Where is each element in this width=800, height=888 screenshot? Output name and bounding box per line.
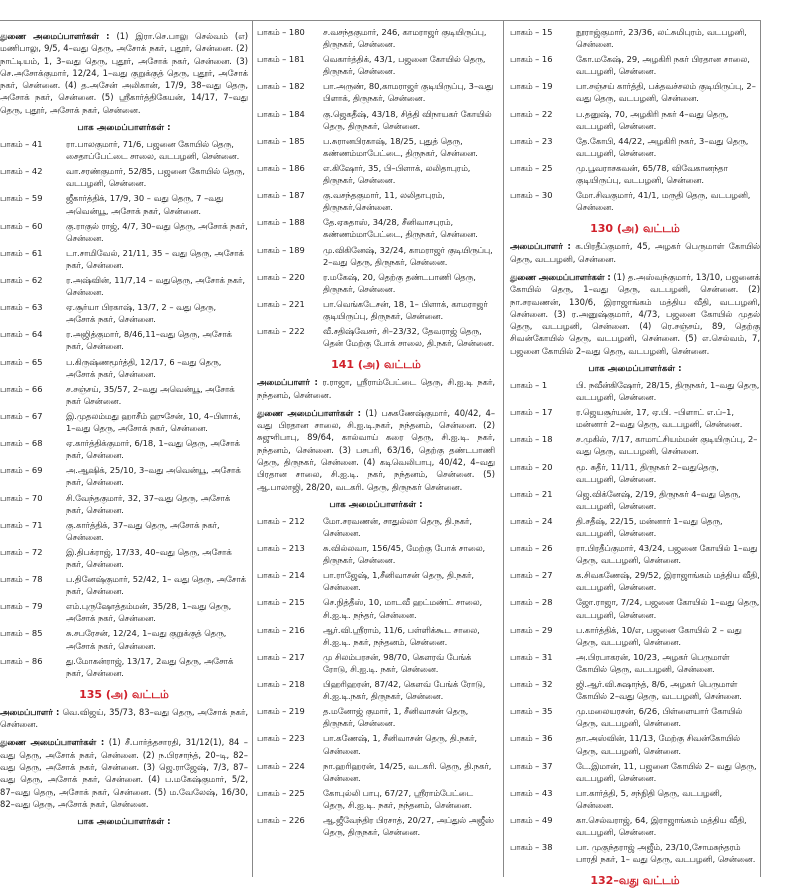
list-item	[510, 406, 760, 430]
list-item	[0, 165, 248, 189]
list-item	[0, 437, 248, 461]
part-number: பாகம் – 213	[257, 543, 305, 554]
member-address: க.சிவகணேஷ், 29/52, இராஜாங்கம் மத்திய வீதி, வடபழனி, சென்னை.	[576, 570, 760, 593]
member-address: கு.ராகுல் ராஜ், 4/7, 30–வது தெரு, அசோக் நகர், சென்னை.	[66, 220, 248, 243]
organiser	[257, 376, 495, 401]
member-address: ஆ.ஜீவேந்திர பிரசாத், 20/27, அப்துல் அஜீஸ் தெரு, திருநகர், சென்னை.	[323, 814, 494, 838]
part-number: பாகம் – 25	[510, 162, 553, 173]
list-item	[510, 596, 760, 620]
member-address: எம்.புருஷோத்தம்மன், 35/28, 1–வது தெரு, அசோக் நகர், சென்னை.	[66, 601, 232, 624]
list-item	[510, 787, 760, 811]
member-address: வா.சரண்குமார், 52/85, பஜனை கோயில் தெரு, வடபழனி, சென்னை.	[66, 166, 245, 189]
part-number: பாகம் – 65	[0, 356, 43, 367]
member-address: பா.ராஜேஷ், 1,சீனிவாசன் தெரு, தி.நகர், சென்னை.	[323, 570, 474, 593]
list-item	[257, 53, 495, 77]
member-address: ப.கார்த்திக், 10/எ, பஜனை கோயில் 2 – வது தெரு, வடபழனி, சென்னை.	[576, 624, 742, 647]
part-number: பாகம் – 79	[0, 601, 43, 612]
list-item	[257, 515, 495, 539]
deputy-organisers-text: (1) பசுகணேஷ்குமார், 40/42, 4–வது பிரதான சாலை, சி.ஐ.டி.நகர், நந்தனம், சென்னை. (2) சுஜுரிபாபு, 89/64, கால்வாய் கரை தெரு, சி.ஐ.டி. நகர், நந்தனம், சென்னை. (3) பசபரி, 63/16, தெற்கு தண்டபாணி தெரு, திருநகர், சென்னை. (4) கடிவெலிபாபு, 40/42, 4–வது பிரதான சாலை, சி.ஐ.டி. நகர், நந்தனம், சென்னை. (5) ஆ.பாலாஜி, 28/20, வடகரி. தெரு, திருநகர் சென்னை.	[257, 407, 496, 492]
member-address: த.மனோஜ் குமார், 1, சீனிவாசன் தெரு, திருநகர், சென்னை.	[323, 706, 469, 729]
part-number: பாகம் – 30	[510, 190, 553, 201]
list-item	[257, 189, 495, 213]
part-number: பாகம் – 218	[257, 679, 305, 690]
organiser	[0, 706, 248, 731]
list-item	[257, 678, 495, 702]
part-number: பாகம் – 186	[257, 162, 305, 173]
part-number: பாகம் – 184	[257, 108, 305, 119]
part-number: பாகம் – 23	[510, 135, 553, 146]
ward-heading: 135 (அ) வட்டம்	[79, 687, 169, 701]
part-number: பாகம் – 61	[0, 247, 43, 258]
part-number: பாகம் – 27	[510, 570, 553, 581]
member-address: தி.சதீஷ், 22/15, மன்னார் 1–வது தெரு, வடபழனி, சென்னை.	[576, 515, 723, 539]
deputy-organisers-label: துணை அமைப்பாளர்கள் :	[510, 271, 611, 282]
part-number: பாகம் – 64	[0, 329, 43, 340]
list-item	[257, 569, 495, 593]
deputy-organisers-text: (1) சீ.பார்த்தசாரதி, 31/12(1), 84 – வது தெரு, அசோக் நகர், சென்னை. (2) ந.பிரசாந்த், 20–டி, 82–வது தெரு, அசோக் நகர், சென்னை. (3) ஜெ.ராஜேஷ், 7/3, 87–வது தெரு, அசோக் நகர், சென்னை. (4) ப.மகேஷ்குமார், 5/2, 87–வது தெரு, அசோக் நகர், சென்னை. (5) ம.வேலேஷ், 16/30, 82–வது தெரு, அசோக் நகர், சென்னை.	[0, 737, 248, 809]
part-number: பாகம் – 26	[510, 543, 553, 554]
list-item	[510, 732, 760, 756]
member-address: ஜோ.ராஜா, 7/24, பஜனை கோயில் 1–வது தெரு, வடபழனி, சென்னை.	[576, 597, 760, 620]
member-address: ச.சஞ்சய், 35/57, 2–வது அவென்யூ, அசோக் நகர் சென்னை.	[66, 383, 235, 406]
member-address: ஏ.சூர்யா பிரகாஷ், 13/7, 2 – வது தெரு, அசோக் நகர், சென்னை.	[66, 302, 217, 325]
part-number: பாகம் – 221	[257, 298, 305, 309]
ward-heading: 141 (அ) வட்டம்	[331, 358, 421, 372]
column-2	[257, 26, 495, 877]
list-item	[0, 356, 248, 380]
list-item	[0, 655, 248, 679]
member-address: வீ.சதிஷ்வேசர், சி–23/32, தேவராஜ் தெரு, தென் மேற்கு போக் சாலை, தி.நகர், சென்னை.	[323, 326, 495, 349]
member-address: மு.பூவராசகவன், 65/78, விவேகானந்தா குடியிருப்பு, வடபழனி, சென்னை.	[576, 162, 728, 186]
member-address: ஜி.ஆர்.வி.சுஷாந்த், 8/6, அழகர் பெருமாள் கோயில் 2–வது தெரு, வடபழனி, சென்னை.	[576, 679, 742, 702]
part-number: பாகம் – 29	[510, 624, 553, 635]
part-number: பாகம் – 70	[0, 492, 43, 503]
member-address: மூ. சுதீர், 11/11, திருநகர் 2–வதுதெரு, வடபழனி, சென்னை.	[576, 461, 719, 484]
member-address: தா.அஸ்வின், 11/13, மேற்கு சிவன்கோயில் தெரு, வடபழனி, சென்னை.	[576, 733, 741, 756]
part-number: பாகம் – 32	[510, 679, 553, 690]
member-address: டா.சாமிவேல், 21/11, 35 – வது தெரு, அசோக் நகர், சென்னை.	[66, 247, 244, 270]
member-address: வெகார்த்திக், 43/1, பஜனை கோயில் தெரு, திருநகர், சென்னை.	[323, 54, 486, 77]
part-number: பாகம் – 182	[257, 81, 305, 92]
list-item	[510, 705, 760, 729]
member-address: சு.சபரேசன், 12/24, 1–வது குறுக்குத் தெரு, அசோக் நகர், சென்னை.	[66, 628, 227, 651]
part-number: பாகம் – 21	[510, 488, 553, 499]
member-address: கோபுல்லி பாபு, 67/27, ஸ்ரீராம்பேட்டை தெரு, சி.ஐ.டி. நகர், நந்தனம், சென்னை.	[323, 787, 474, 810]
part-number: பாகம் – 49	[510, 814, 553, 825]
member-address: டே.இமான், 11, பஜனை கோயில் 2– வது தெரு, வடபழனி, சென்னை.	[576, 760, 757, 783]
list-item	[510, 624, 760, 648]
member-address: ர.அஜித்குமார், 8/46,11–வது தெரு, அசோக் நகர், சென்னை.	[66, 329, 232, 352]
member-address: சி.வேந்தகுமார், 32, 37–வது தெரு, அசோக் நகர், சென்னை.	[66, 492, 231, 515]
part-number: பாகம் – 22	[510, 108, 553, 119]
member-address: ப.கிருஷ்ணமூர்த்தி, 12/17, 6 –வது தெரு, அசோக் நகர், சென்னை.	[66, 356, 222, 379]
member-address: பா.கார்த்தி, 5, சந்நிதி தெரு, வடபழனி, சென்னை.	[576, 787, 723, 810]
part-number: பாகம் – 187	[257, 190, 305, 201]
member-address: கு.கார்த்திக், 37–வது தெரு, அசோக் நகர், சென்னை.	[66, 519, 220, 542]
list-item	[257, 26, 495, 50]
member-address: ரா.பாலகுமார், 71/6, பஜனை கோயில் தெரு, சைதாப்பேட்டை சாலை, வடபழனி, சென்னை.	[66, 139, 240, 162]
part-number: பாகம் – 72	[0, 546, 43, 557]
section-subheading: பாக அமைப்பாளர்கள் :	[77, 123, 171, 134]
deputy-organisers-label: துணை அமைப்பாளர்கள் :	[0, 737, 105, 748]
list-item	[257, 732, 495, 756]
part-number: பாகம் – 222	[257, 326, 305, 337]
part-number: பாகம் – 60	[0, 220, 43, 231]
section-subheading: பாக அமைப்பாளர்கள் :	[77, 817, 171, 828]
part-number: பாகம் – 31	[510, 651, 553, 662]
member-address: ப.தனுஷ், 70, அழகிரி நகர் 4–வது தெரு, வடபழனி, சென்னை.	[576, 108, 729, 131]
list-item	[510, 461, 760, 485]
member-address: ஆர்.வி.ஸ்ரீராம், 11/6, பள்ளிக்கூட சாலை, சி.ஐ.டி. நகர், நந்தனம், சென்னை.	[323, 624, 480, 647]
list-item	[0, 464, 248, 488]
deputy-organisers-label: துணை அமைப்பாளர்கள் :	[257, 407, 361, 418]
member-address: தே.ஏசுதாஸ், 34/28, சீனிவாசபுரம், கண்ணம்மாபேட்டை, திருநகர், சென்னை.	[323, 217, 478, 240]
deputy-organisers-text: (1) இரா.செ.பாலு செல்வம் (எ) மணிபாலு, 9/5, 4–வது தெரு, அசோக் நகர், புதூர், சென்னை. (2) நாட்டியம், 1, 3–வது தெரு, புதூர், அசோக் நகர், சென்னை. (3) செ.அசோக்குமார், 12/24, 1–வது குறுக்குத் தெரு, புதூர், அசோக் நகர், சென்னை. (4) த.அசேன் அலிகான், 17/9, 38–வது தெரு, அசோக் நகர், சென்னை. (5) ஸ்ரீகார்த்திகேயன், 14/17, 7–வது தெரு, புதூர், அசோக் நகர், சென்னை.	[0, 31, 248, 115]
member-address: மு சிலம்பரசன், 98/70, கௌரவ் பேங்க் ரோடு, சி.ஐ.டி. நகர், சென்னை.	[323, 651, 472, 674]
ward-heading: 132–வது வட்டம்	[590, 874, 680, 888]
part-number: பாகம் – 18	[510, 434, 553, 445]
list-item	[510, 26, 760, 50]
list-item	[0, 492, 248, 516]
member-address: ர.மகேஷ், 20, தெற்கு தண்டபாணி தெரு, திருநகர், சென்னை.	[323, 271, 476, 294]
member-address: மோ.சிவகுமார், 41/1, மருதி தெரு, வடபழனி, சென்னை.	[576, 190, 751, 213]
list-item	[510, 162, 760, 186]
member-address: ச.முகில், 7/17, காமாட்சியம்மன் குடியிருப்பு, 2–வது தெரு, வடபழனி, சென்னை.	[576, 434, 758, 457]
part-number: பாகம் – 225	[257, 787, 305, 798]
deputy-organisers	[0, 30, 248, 116]
member-address: இ.திபக்ராஜ், 17/33, 40–வது தெரு, அசோக் நகர், சென்னை.	[66, 546, 232, 569]
part-number: பாகம் – 215	[257, 597, 305, 608]
member-address: ப.தினேஷ்குமார், 52/42, 1– வது தெரு, அசோக் நகர், சென்னை.	[66, 574, 246, 597]
organiser-label: அமைப்பாளர் :	[510, 241, 571, 252]
list-item	[0, 138, 248, 162]
part-number: பாகம் – 224	[257, 760, 305, 771]
member-address: நூராஜ்குமார், 23/36, லட்சுமிபுரம், வடபழனி, சென்னை.	[576, 27, 747, 50]
member-address: மு.மலையரசன், 6/26, பிள்ளையார் கோயில் தெரு, வடபழனி, சென்னை.	[576, 706, 743, 729]
part-number: பாகம் – 180	[257, 27, 305, 37]
list-item	[510, 189, 760, 213]
list-item	[0, 328, 248, 352]
part-number: பாகம் – 19	[510, 81, 553, 92]
part-number: பாகம் – 217	[257, 651, 305, 662]
part-number: பாகம் – 219	[257, 706, 305, 717]
member-address: நா.ஹரிஹரன், 14/25, வடகரி. தெரு, தி.நகர், சென்னை.	[323, 760, 492, 783]
member-address: ஏ.கார்த்திக்குமார், 6/18, 1–வது தெரு, அசோக் நகர், சென்னை.	[66, 438, 240, 461]
organiser-label: அமைப்பாளர் :	[257, 377, 318, 388]
list-item	[510, 814, 760, 838]
part-number: பாகம் – 226	[257, 814, 305, 825]
list-item	[0, 192, 248, 216]
list-item	[0, 627, 248, 651]
member-address: கோ.மகேஷ், 29, அழகிரி நகர் பிரதான சாலை, வடபழனி, சென்னை.	[576, 54, 750, 77]
part-number: பாகம் – 86	[0, 655, 43, 666]
column-divider	[503, 20, 504, 877]
list-item	[257, 624, 495, 648]
list-item	[257, 298, 495, 322]
list-item	[0, 546, 248, 570]
member-address: பா.சஞ்சய் கார்த்தி, பக்தவச்சலம் குடியிருப்பு, 2–வது தெரு, வடபழனி, சென்னை.	[576, 81, 756, 104]
member-address: பா.கணேஷ், 1, சீனிவாசன் தெரு, தி.நகர், சென்னை.	[323, 733, 477, 756]
part-number: பாகம் – 220	[257, 271, 305, 282]
part-number: பாகம் – 67	[0, 410, 43, 421]
member-address: ஜீகார்த்திக், 17/9, 30 – வது தெரு, 7 –வது அவென்யூ, அசோக் நகர், சென்னை.	[66, 193, 224, 216]
member-address: பா. முகுந்தராஜ் அஜீம், 23/10,சோமசுந்தரம் பாரதி நகர், 1– வது தெரு, வடபழனி, சென்னை.	[576, 842, 756, 865]
deputy-organisers	[0, 736, 248, 810]
list-item	[510, 651, 760, 675]
member-address: இ.முதலம்மது ஹாசீம் ஹுசேன், 10, 4–பிளாக், 1–வது தெரு, அசோக் நகர், சென்னை.	[66, 410, 241, 434]
ward-heading: 130 (அ) வட்டம்	[590, 222, 680, 236]
part-number: பாகம் – 17	[510, 407, 553, 418]
organiser	[510, 240, 760, 265]
column-1	[0, 26, 248, 877]
part-number: பாகம் – 66	[0, 383, 43, 394]
deputy-organisers-text: (1) த.அஸ்வந்குமார், 13/10, பஜனைக் கோயில் தெரு, 1–வது தெரு, வடபழனி, சென்னை. (2) நா.சரவணன், 130/6, இராஜாங்கம் மத்திய வீதி, வடபழனி, சென்னை. (3) ர.அனுஷ்குமார், 4/73, பஜனை கோயில் முதல் தெரு, வடபழனி, சென்னை. (4) ரெ.சஞ்சய், 89, தெற்கு சிவன்கோயில் தெரு, வடபழனி, சென்னை. (5) எ.செல்வம், 7, பஜனை கோயில் 2–வது தெரு, வடபழனி, சென்னை.	[510, 271, 760, 356]
list-item	[257, 542, 495, 566]
part-number: பாகம் – 216	[257, 624, 305, 635]
member-address: எ.கிஷோர், 35, பி–பிளாக், லலிதாபுரம், திருநகர், சென்னை.	[323, 162, 471, 186]
list-item	[510, 678, 760, 702]
member-address: ரா.பிரதீப்குமார், 43/24, பஜனை கோயில் 1–வது தெரு, வடபழனி, சென்னை.	[576, 543, 758, 566]
deputy-organisers	[510, 271, 760, 357]
part-number: பாகம் – 68	[0, 438, 43, 449]
member-address: ச.வசந்தகுமார், 246, காமராஜர் குடியிருப்பு, திருநகர், சென்னை.	[323, 27, 487, 50]
list-item	[257, 135, 495, 159]
list-item	[510, 760, 760, 784]
part-number: பாகம் – 1	[510, 379, 548, 390]
list-item	[0, 519, 248, 543]
member-address: கு.ஜெகதீஷ், 43/18, சித்தி விநாயகர் கோயில் தெரு, திருநகர், சென்னை.	[323, 108, 492, 131]
member-address: தே.கோபி, 44/22, அழகிரி நகர், 3–வது தெரு, வடபழனி, சென்னை.	[576, 135, 749, 158]
list-item	[257, 80, 495, 104]
part-number: பாகம் – 188	[257, 217, 305, 228]
part-number: பாகம் – 42	[0, 166, 43, 177]
member-address: செ.நித்தீஸ், 10, மாடவீ ஹட்மண்ட் சாலை, சி.ஐ.டி. நந்தர், சென்னை.	[323, 597, 483, 620]
member-address: பா.அருண், 80,காமராஜர் குடியிருப்பு, 3–வது பிளாக், திருநகர், சென்னை.	[323, 81, 494, 104]
list-item	[510, 488, 760, 512]
part-number: பாகம் – 38	[510, 842, 553, 853]
member-address: ர.அஷ்வின், 11/7,14 – வதுதெரு, அசோக் நகர், சென்னை.	[66, 275, 245, 298]
member-address: ர.ஜெயசூர்யன், 17, ஏ.பி. –பிளாட் எ.ப்–1, மன்னார் 2–வது தெரு, வடபழனி, சென்னை.	[576, 407, 743, 430]
list-item	[257, 162, 495, 186]
part-number: பாகம் – 85	[0, 628, 43, 639]
list-item	[0, 600, 248, 624]
part-number: பாகம் – 212	[257, 515, 305, 526]
list-item	[510, 841, 760, 865]
member-address: சு.வில்லவா, 156/45, மேற்கு போக் சாலை, திருநகர், சென்னை.	[323, 543, 486, 566]
list-item	[257, 814, 495, 838]
list-item	[510, 433, 760, 457]
part-number: பாகம் – 181	[257, 54, 305, 65]
section-subheading: பாக அமைப்பாளர்கள் :	[588, 363, 682, 374]
list-item	[510, 108, 760, 132]
member-address: அ.பிரபாகரன், 10/23, அழகர் பெருமாள் கோயில் தெரு, வடபழனி, சென்னை.	[576, 651, 730, 674]
part-number: பாகம் – 35	[510, 706, 553, 717]
part-number: பாகம் – 37	[510, 760, 553, 771]
top-rule	[0, 20, 760, 21]
member-address: து.மோகன்ராஜ், 13/17, 2வது தெரு, அசோக் நகர், சென்னை.	[66, 655, 234, 678]
member-address: பிஹரிஹரன், 87/42, கௌவ் பேங்க் ரோடு, சி.ஐ.டி.நகர், திருநகர், சென்னை.	[323, 679, 486, 702]
list-item	[0, 247, 248, 271]
column-3	[510, 26, 760, 888]
part-number: பாகம் – 71	[0, 519, 43, 530]
part-number: பாகம் – 16	[510, 54, 553, 65]
part-number: பாகம் – 59	[0, 193, 43, 204]
list-item	[257, 760, 495, 784]
list-item	[0, 383, 248, 407]
list-item	[257, 705, 495, 729]
list-item	[510, 80, 760, 104]
column-divider	[760, 20, 761, 877]
list-item	[510, 569, 760, 593]
list-item	[257, 108, 495, 132]
list-item	[510, 542, 760, 566]
organiser-text: க.பிரதீப்குமார், 45, அழகர் பெருமாள் கோயில் தெரு, வடபழனி, சென்னை.	[510, 241, 760, 264]
list-item	[257, 651, 495, 675]
member-address: மோ.சரவணன், சாதுல்லா தெரு, தி.நகர், சென்னை.	[323, 515, 472, 539]
organiser-text: வெ.விஜய், 35/73, 83–வது தெரு, அசோக் நகர், சென்னை.	[0, 706, 248, 730]
organiser-label: அமைப்பாளர் :	[0, 706, 60, 717]
member-address: மு.விகினேஷ், 32/24, காமராஜர் குடியிருப்பு, 2–வது தெரு, திருநகர், சென்னை.	[323, 244, 493, 267]
part-number: பாகம் – 189	[257, 244, 305, 255]
part-number: பாகம் – 185	[257, 135, 305, 146]
member-address: அ.ஆஷிக், 25/10, 3–வது அவென்யூ, அசோக் நகர், சென்னை.	[66, 465, 241, 488]
part-number: பாகம் – 20	[510, 461, 553, 472]
list-item	[510, 53, 760, 77]
list-item	[0, 573, 248, 597]
part-number: பாகம் – 78	[0, 574, 43, 585]
list-item	[0, 274, 248, 298]
part-number: பாகம் – 43	[510, 787, 553, 798]
part-number: பாகம் – 214	[257, 570, 305, 581]
member-address: கு.வசந்தகுமார், 11, லலிதாபுரம், திருநகர்,சென்னை.	[323, 190, 445, 213]
deputy-organisers-label: துணை அமைப்பாளர்கள் :	[0, 31, 110, 41]
part-number: பாகம் – 15	[510, 27, 553, 37]
part-number: பாகம் – 41	[0, 139, 43, 150]
list-item	[257, 596, 495, 620]
part-number: பாகம் – 28	[510, 597, 553, 608]
part-number: பாகம் – 62	[0, 275, 43, 286]
list-item	[257, 216, 495, 240]
column-divider	[252, 20, 253, 877]
part-number: பாகம் – 69	[0, 465, 43, 476]
list-item	[0, 301, 248, 325]
list-item	[0, 220, 248, 244]
member-address: ஜெ.விக்னேஷ், 2/19, திருநகர் 4–வது தெரு, வடபழனி, சென்னை.	[576, 488, 741, 511]
part-number: பாகம் – 24	[510, 515, 553, 526]
organiser-text: ர.ராஜா, ஸ்ரீராம்பேட்டை தெரு, சி.ஐ.டி நகர், நந்தனம், சென்னை.	[257, 377, 496, 400]
member-address: கா.செல்வராஜ், 64, இராஜாங்கம் மத்திய வீதி, வடபழனி, சென்னை.	[576, 814, 747, 838]
list-item	[257, 787, 495, 811]
part-number: பாகம் – 223	[257, 733, 305, 744]
part-number: பாகம் – 63	[0, 302, 43, 313]
list-item	[0, 410, 248, 434]
list-item	[257, 325, 495, 349]
section-subheading: பாக அமைப்பாளர்கள் :	[329, 499, 423, 510]
list-item	[257, 271, 495, 295]
list-item	[510, 515, 760, 539]
deputy-organisers	[257, 407, 495, 493]
list-item	[510, 135, 760, 159]
member-address: பி. நவீன்கிஷோர், 28/15, திருநகர், 1–வது தெரு, வடபழனி, சென்னை.	[576, 379, 760, 403]
list-item	[510, 379, 760, 403]
member-address: பா.வெங்கடேசன், 18, 1– பிளாக், காமராஜர் குடியிருப்பு, திருநகர், சென்னை.	[323, 298, 488, 321]
list-item	[257, 244, 495, 268]
part-number: பாகம் – 36	[510, 733, 553, 744]
member-address: ப.சுரானபிரகாஷ், 18/25, புதுத் தெரு, கண்ணம்மாபேட்டை, திருநகர், சென்னை.	[323, 135, 478, 158]
